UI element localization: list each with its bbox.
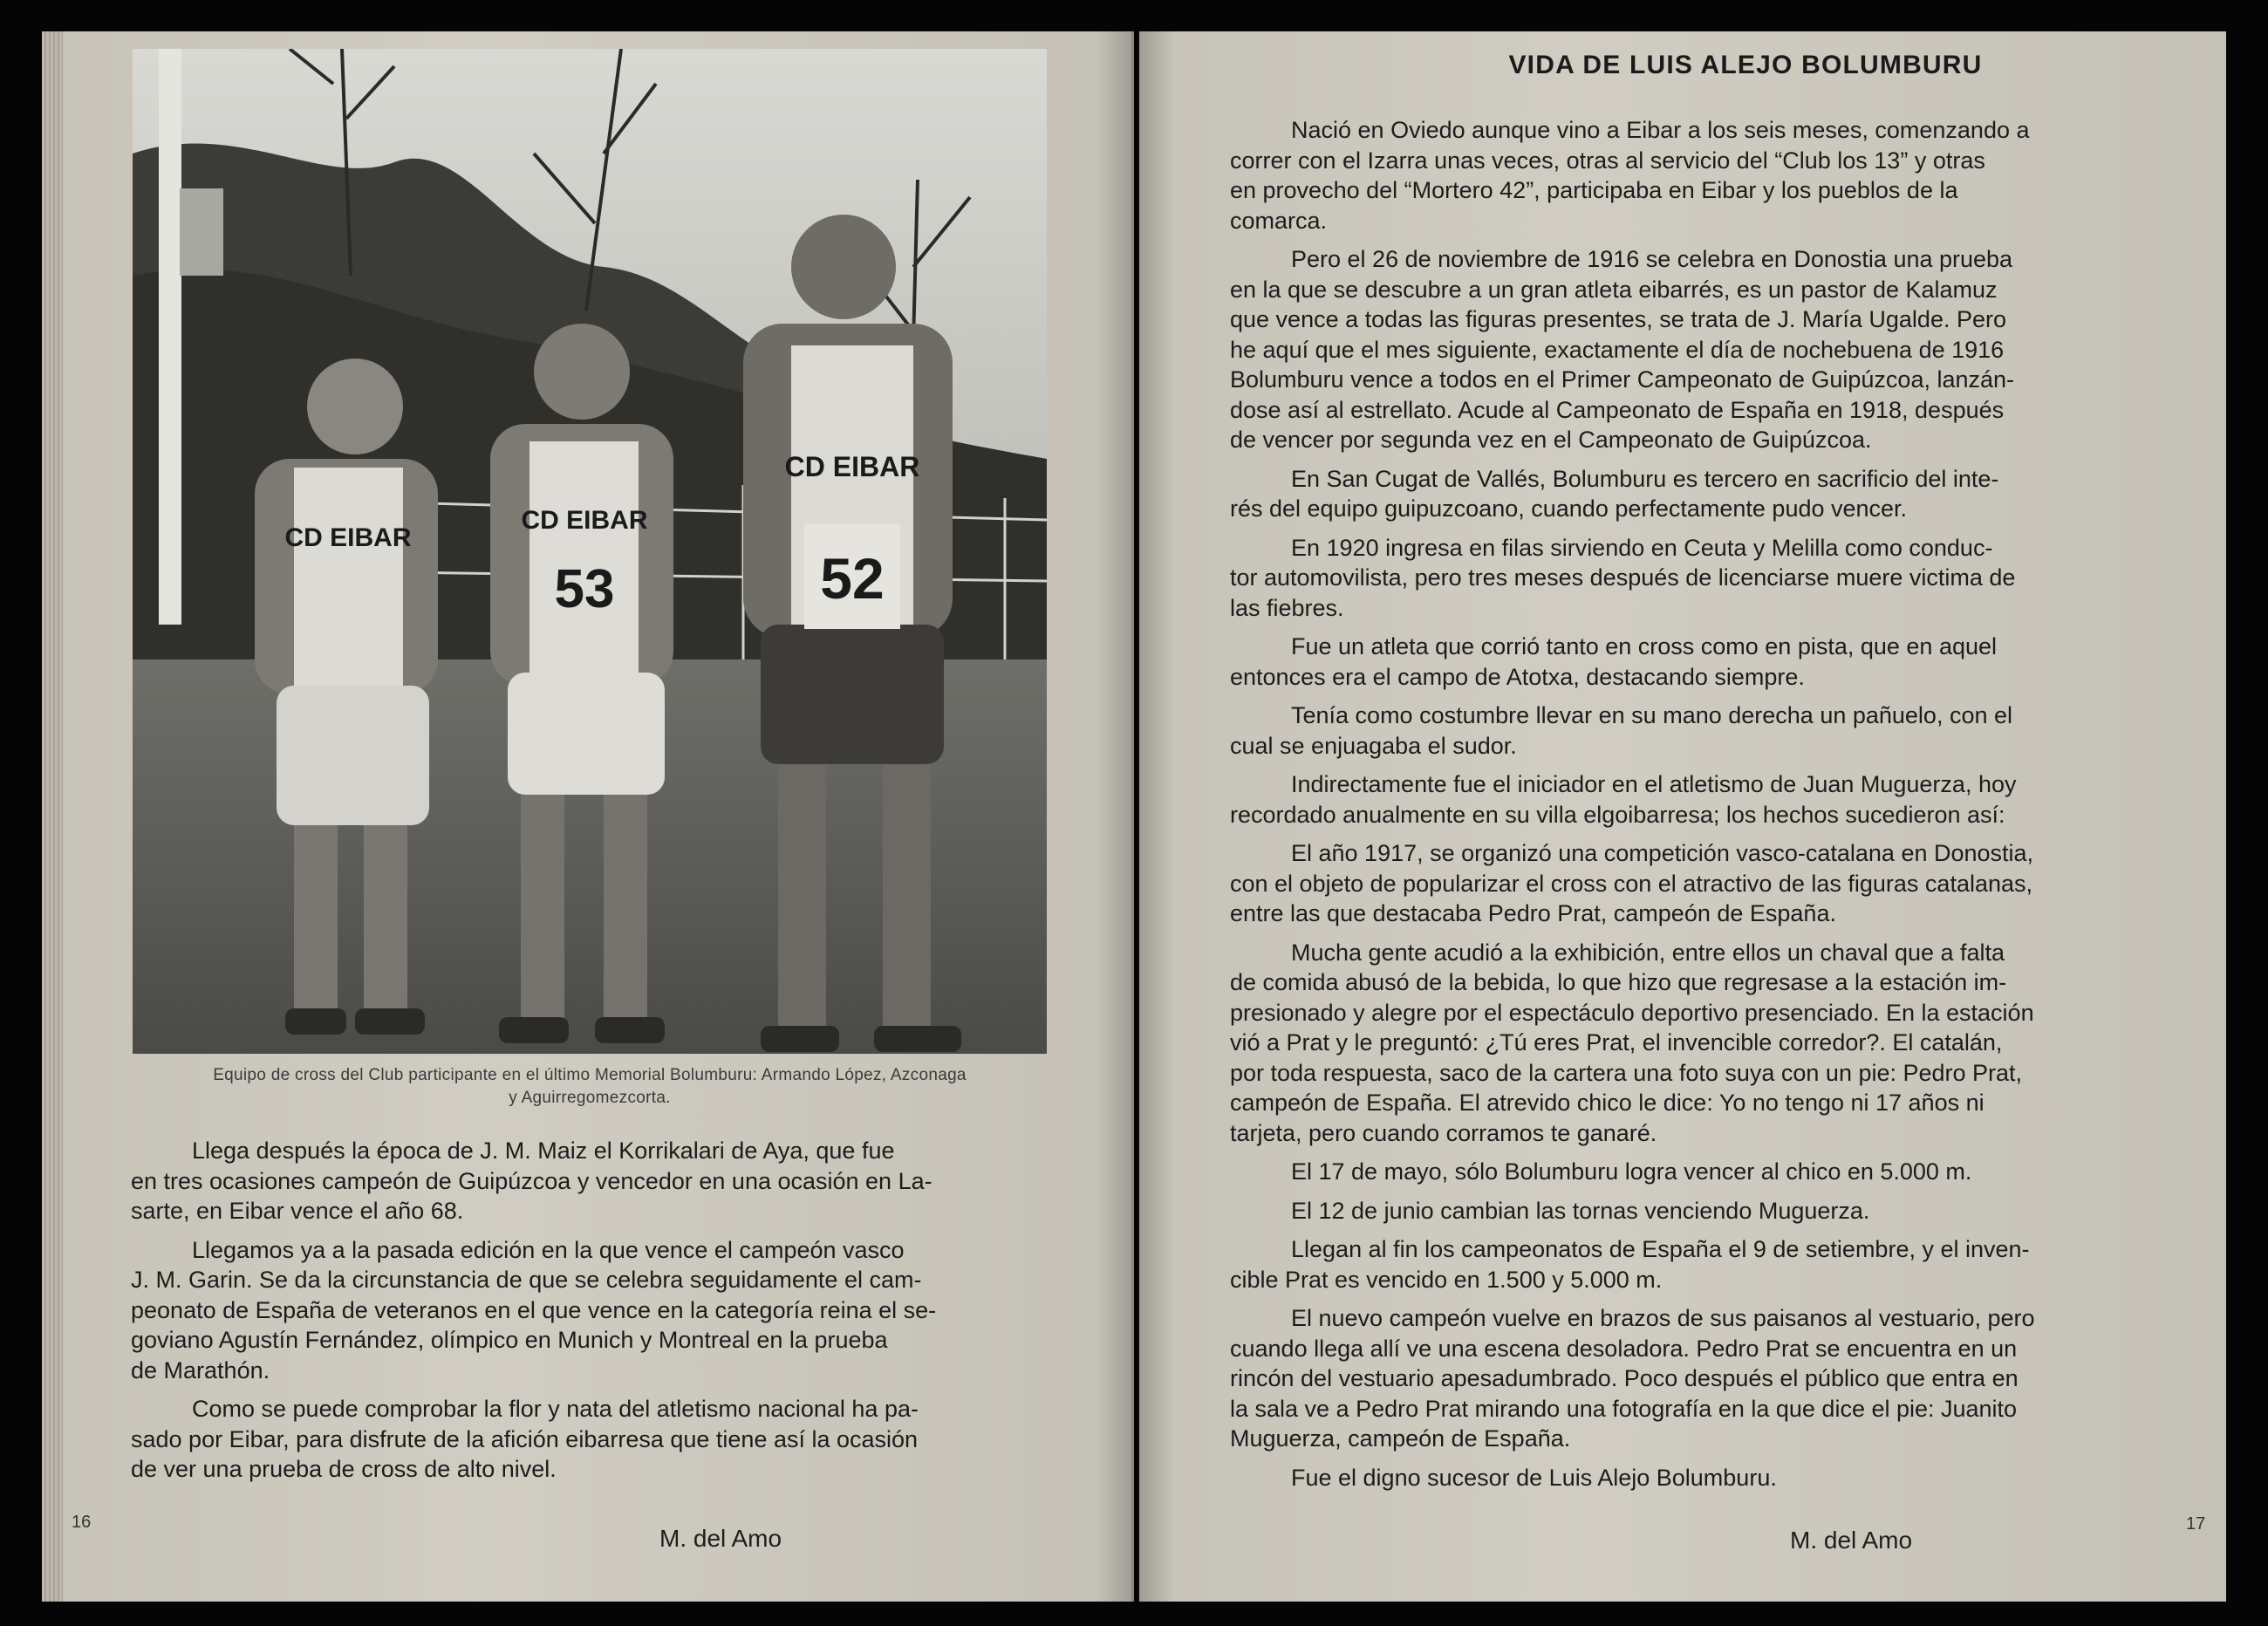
text-line: en la que se descubre a un gran atleta eibarrés, es un pastor de Kalamuz (1230, 276, 1998, 303)
text-line: Llega después la época de J. M. Maiz el Korrikalari de Aya, que fue (192, 1138, 895, 1164)
paragraph (1230, 1157, 2137, 1187)
text-line: El año 1917, se organizó una competición vasco-catalana en Donostia, (1291, 840, 2034, 866)
text-line: J. M. Garin. Se da la circunstancia de que se celebra seguidamente el cam- (131, 1267, 922, 1293)
text-line: entre las que destacaba Pedro Prat, campeón de España. (1230, 900, 1836, 926)
page-number: 16 (72, 1513, 92, 1532)
paragraph (1230, 632, 2137, 692)
text-line: Bolumburu vence a todos en el Primer Campeonato de Guipúzcoa, lanzán- (1230, 366, 2015, 393)
text-line: Indirectamente fue el iniciador en el atletismo de Juan Muguerza, hoy (1291, 771, 2017, 797)
paragraph (1230, 769, 2137, 830)
paragraph (131, 1136, 1050, 1226)
text-line: entonces era el campo de Atotxa, destacando siempre. (1230, 663, 1805, 690)
text-line: cual se enjuagaba el sudor. (1230, 732, 1517, 759)
text-line: En San Cugat de Vallés, Bolumburu es tercero en sacrificio del inte- (1291, 465, 1999, 492)
photo-caption (120, 1064, 1059, 1110)
caption-line: y Aguirregomezcorta. (509, 1089, 671, 1107)
book-spread (42, 31, 2226, 1602)
runner-right-shirt-text: CD EIBAR (784, 451, 920, 482)
text-line: El 17 de mayo, sólo Bolumburu logra vencer al chico en 5.000 m. (1291, 1158, 1972, 1185)
text-line: Nació en Oviedo aunque vino a Eibar a los seis meses, comenzando a (1291, 117, 2030, 143)
text-line: de comida abusó de la bebida, lo que hizo que regresase a la estación im- (1230, 969, 2007, 995)
text-line: de Marathón. (131, 1356, 270, 1383)
text-line: sarte, en Eibar vence el año 68. (131, 1198, 464, 1224)
text-line: Mucha gente acudió a la exhibición, entre ellos un chaval que a falta (1291, 939, 2005, 966)
text-line: las fiebres. (1230, 594, 1344, 621)
paragraph (1230, 1234, 2137, 1295)
text-line: Fue el digno sucesor de Luis Alejo Bolumburu. (1291, 1464, 1777, 1491)
right-page (1139, 31, 2226, 1602)
runner-left-shirt-text: CD EIBAR (284, 523, 412, 552)
text-line: dose así al estrellato. Acude al Campeonato de España en 1918, después (1230, 396, 2005, 423)
text-line: Como se puede comprobar la flor y nata del atletismo nacional ha pa- (192, 1396, 919, 1422)
text-line: que vence a todas las figuras presentes, se trata de J. María Ugalde. Pero (1230, 306, 2006, 332)
text-line: En 1920 ingresa en filas sirviendo en Ceuta y Melilla como conduc- (1291, 534, 1993, 561)
text-line: cible Prat es vencido en 1.500 y 5.000 m. (1230, 1266, 1663, 1293)
left-page (42, 31, 1134, 1602)
text-line: recordado anualmente en su villa elgoibarresa; los hechos sucedieron así: (1230, 801, 2005, 828)
author-name: M. del Amo (659, 1525, 782, 1552)
paragraph (1230, 464, 2137, 524)
text-line: Llegamos ya a la pasada edición en la que vence el campeón vasco (192, 1236, 905, 1263)
text-line: cuando llega allí ve una escena desoladora. Pedro Prat se encuentra en un (1230, 1335, 2018, 1362)
paragraph (1230, 700, 2137, 761)
text-line: de vencer por segunda vez en el Campeonato de Guipúzcoa. (1230, 427, 1872, 453)
page-title: VIDA DE LUIS ALEJO BOLUMBURU (1508, 51, 1983, 79)
text-line: peonato de España de veteranos en el que vence en la categoría reina el se- (131, 1296, 937, 1323)
text-line: El nuevo campeón vuelve en brazos de sus paisanos al vestuario, pero (1291, 1305, 2035, 1331)
caption-line: Equipo de cross del Club participante en el último Memorial Bolumburu: Armando López, Azconaga (213, 1066, 967, 1084)
paragraph (1230, 1303, 2137, 1454)
right-body-text (1230, 115, 2137, 1501)
text-line: Tenía como costumbre llevar en su mano derecha un pañuelo, con el (1291, 702, 2012, 728)
text-line: tor automovilista, pero tres meses después de licenciarse muere victima de (1230, 564, 2016, 591)
team-photo (133, 49, 1047, 1054)
runner-middle-shirt-text: CD EIBAR (521, 506, 648, 535)
text-line: tarjeta, pero cuando corramos te ganaré. (1230, 1119, 1657, 1146)
bib-52: 52 (820, 546, 885, 611)
paragraph (131, 1394, 1050, 1485)
text-line: correr con el Izarra unas veces, otras al servicio del “Club los 13” y otras (1230, 147, 1985, 174)
gutter-shadow (1096, 31, 1131, 1602)
text-line: Llegan al fin los campeonatos de España el 9 de setiembre, y el inven- (1291, 1236, 2030, 1262)
text-line: Muguerza, campeón de España. (1230, 1425, 1571, 1452)
bib-53: 53 (554, 559, 615, 619)
author-name: M. del Amo (1790, 1527, 1913, 1554)
text-line: rés del equipo guipuzcoano, cuando perfectamente pudo vencer. (1230, 495, 1908, 522)
gutter-shadow (1139, 31, 1174, 1602)
left-body-text (131, 1136, 1050, 1493)
text-line: El 12 de junio cambian las tornas venciendo Muguerza. (1291, 1197, 1870, 1224)
text-line: la sala ve a Pedro Prat mirando una fotografía en la que dice el pie: Juanito (1230, 1395, 2018, 1422)
text-line: vió a Prat y le preguntó: ¿Tú eres Prat, el invencible corredor?. El catalán, (1230, 1029, 2003, 1056)
text-line: Pero el 26 de noviembre de 1916 se celebra en Donostia una prueba (1291, 246, 2013, 272)
text-line: goviano Agustín Fernández, olímpico en Munich y Montreal en la prueba (131, 1327, 888, 1353)
text-line: he aquí que el mes siguiente, exactamente el día de nochebuena de 1916 (1230, 336, 2005, 363)
text-line: de ver una prueba de cross de alto nivel. (131, 1456, 557, 1482)
paragraph (1230, 1196, 2137, 1226)
text-line: por toda respuesta, saco de la cartera una foto suya con un pie: Pedro Prat, (1230, 1059, 2023, 1086)
text-line: campeón de España. El atrevido chico le dice: Yo no tengo ni 17 años ni (1230, 1090, 1984, 1116)
paragraph (1230, 838, 2137, 929)
text-line: con el objeto de popularizar el cross con el atractivo de las figuras catalanas, (1230, 870, 2033, 897)
paragraph (1230, 1463, 2137, 1493)
page-number: 17 (2186, 1514, 2206, 1534)
text-line: rincón del vestuario apesadumbrado. Poco después el público que entra en (1230, 1365, 2019, 1391)
paragraph (1230, 938, 2137, 1149)
paragraph (1230, 115, 2137, 236)
paragraph (1230, 244, 2137, 455)
team-photo-image (133, 49, 1047, 1054)
page-edges (42, 31, 63, 1602)
text-line: sado por Eibar, para disfrute de la afición eibarresa que tiene así la ocasión (131, 1425, 919, 1452)
text-line: en provecho del “Mortero 42”, participaba en Eibar y los pueblos de la (1230, 177, 1958, 203)
text-line: Fue un atleta que corrió tanto en cross como en pista, que en aquel (1291, 633, 1998, 659)
paragraph (1230, 533, 2137, 624)
text-line: comarca. (1230, 207, 1328, 234)
paragraph (131, 1235, 1050, 1386)
text-line: en tres ocasiones campeón de Guipúzcoa y vencedor en una ocasión en La- (131, 1167, 932, 1194)
text-line: presionado y alegre por el espectáculo deportivo presenciado. En la estación (1230, 999, 2034, 1026)
